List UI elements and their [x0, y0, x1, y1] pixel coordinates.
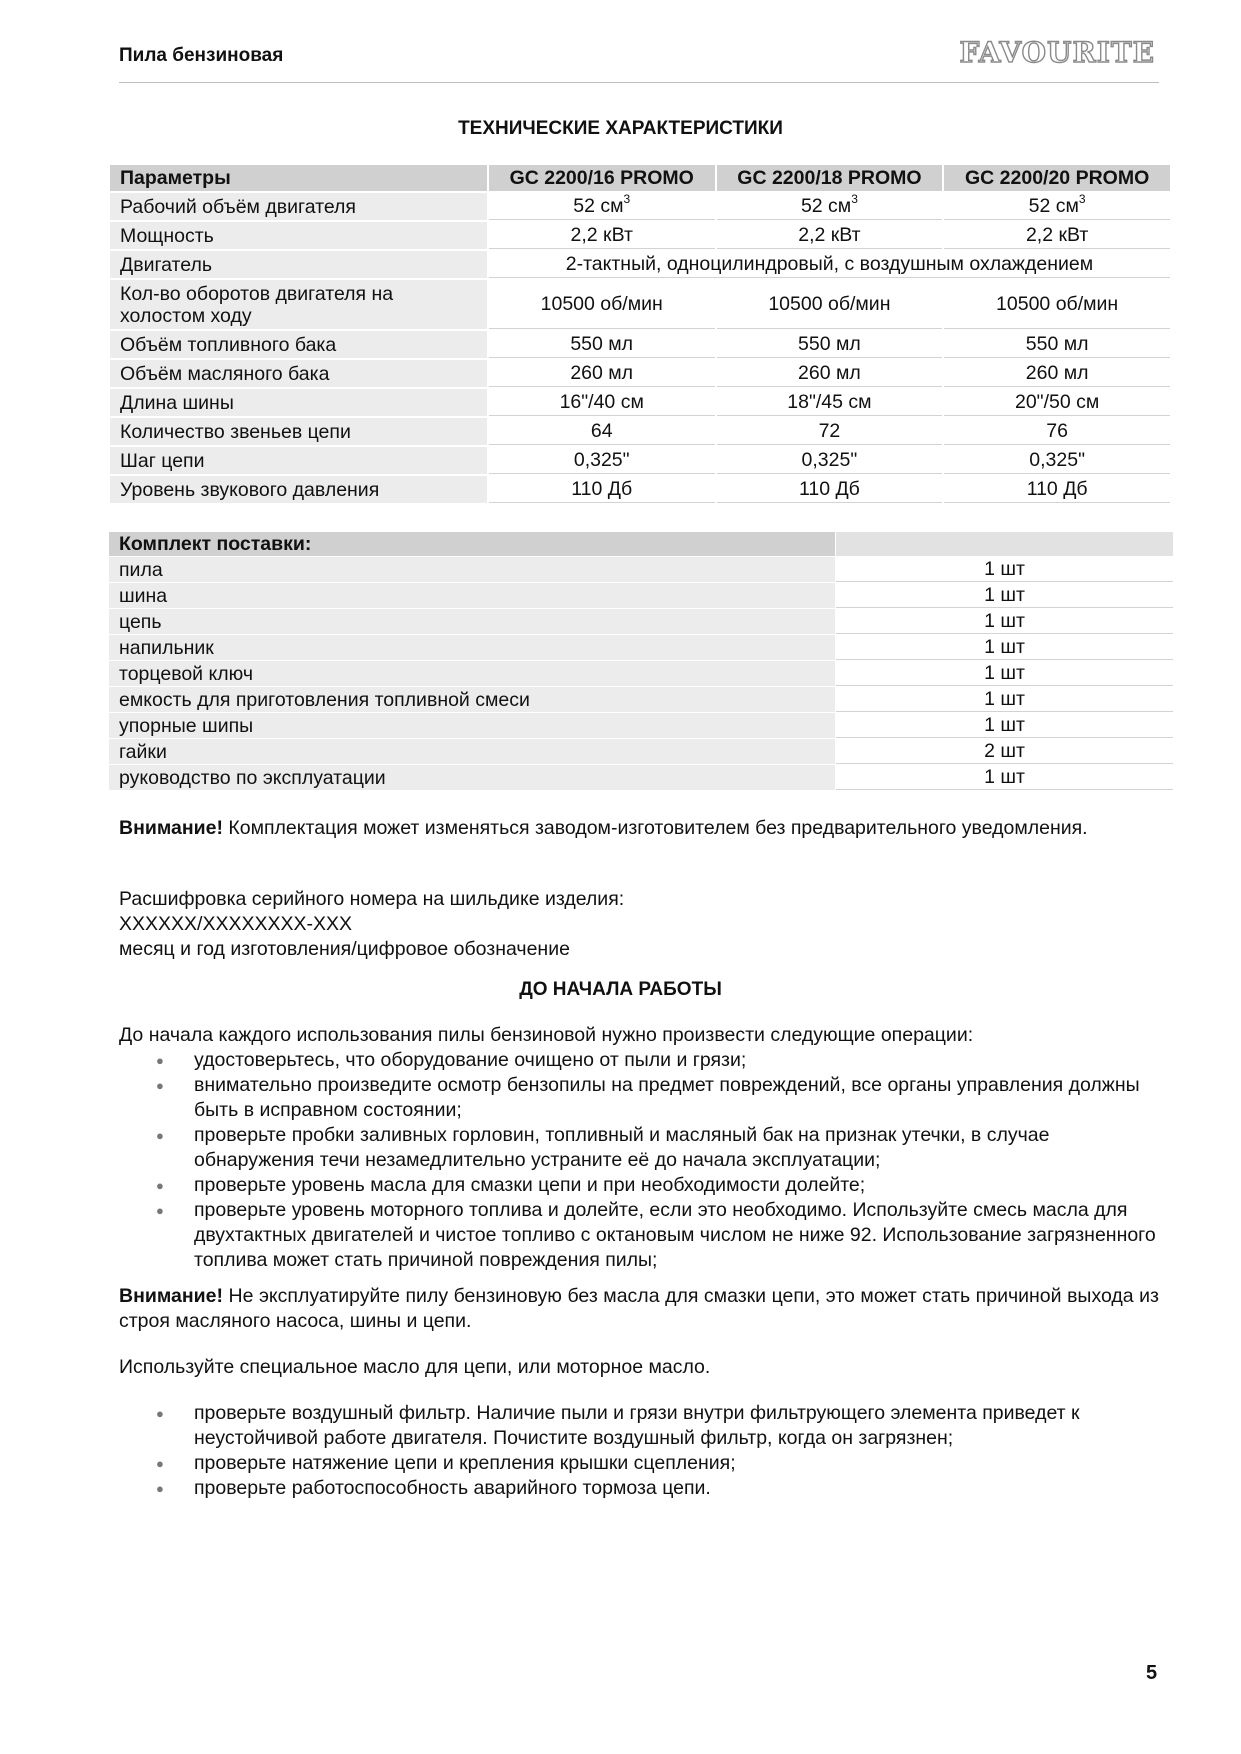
kit-item-name: руководство по эксплуатации [109, 765, 835, 790]
kit-item-qty: 1 шт [836, 687, 1173, 712]
list-item [119, 1048, 1159, 1073]
kit-item-name: пила [109, 557, 835, 582]
spec-label: Количество звеньев цепи [110, 418, 487, 445]
serial-line: месяц и год изготовления/цифровое обозначение [119, 938, 570, 960]
spec-value: 10500 об/мин [489, 280, 715, 329]
page-number: 5 [1146, 1662, 1158, 1684]
spec-label: Длина шины [110, 389, 487, 416]
kit-row [109, 661, 1173, 686]
spec-label: Кол-во оборотов двигателя на холостом ходу [110, 280, 487, 329]
notice-text: Не эксплуатируйте пилу бензиновую без масла для смазки цепи, это может стать причиной выхода из строя масляного насоса, шины и цепи. [119, 1285, 1159, 1332]
kit-item-qty: 1 шт [836, 583, 1173, 608]
kit-item-name: шина [109, 583, 835, 608]
specs-header-row [110, 165, 1170, 191]
list-item [119, 1173, 1159, 1198]
spec-value: 72 [717, 418, 943, 445]
checklist [119, 1048, 1159, 1273]
list-item [119, 1123, 1159, 1173]
kit-title: Комплект поставки: [109, 532, 835, 556]
kit-item-name: емкость для приготовления топливной смеси [109, 687, 835, 712]
spec-value-text: 52 см [1028, 195, 1079, 217]
notice-label: Внимание! [119, 817, 223, 839]
serial-decoding [119, 887, 1159, 962]
notice-text: Комплектация может изменяться заводом-изготовителем без предварительного уведомления. [222, 817, 1088, 839]
spec-value: 2,2 кВт [944, 222, 1170, 249]
kit-header-row [109, 532, 1173, 556]
spec-value: 550 мл [944, 331, 1170, 358]
kit-item-qty: 2 шт [836, 739, 1173, 764]
bullet-icon: ● [156, 1178, 164, 1193]
spec-value [944, 193, 1170, 220]
spec-label: Объём масляного бака [110, 360, 487, 387]
kit-item-name: цепь [109, 609, 835, 634]
spec-label: Объём топливного бака [110, 331, 487, 358]
spec-value: 260 мл [489, 360, 715, 387]
spec-value [717, 193, 943, 220]
checklist-2 [119, 1401, 1159, 1501]
kit-item-name: торцевой ключ [109, 661, 835, 686]
spec-label: Шаг цепи [110, 447, 487, 474]
list-item-text: проверьте натяжение цепи и крепления крышки сцепления; [194, 1452, 736, 1474]
notice-label: Внимание! [119, 1285, 223, 1307]
bullet-icon: ● [156, 1078, 164, 1093]
kit-row [109, 765, 1173, 790]
spec-unit-superscript: 3 [623, 192, 631, 206]
spec-value: 550 мл [489, 331, 715, 358]
bullet-icon: ● [156, 1406, 164, 1421]
kit-row [109, 713, 1173, 738]
list-item [119, 1073, 1159, 1123]
specs-row [110, 251, 1170, 278]
spec-label: Рабочий объём двигателя [110, 193, 487, 220]
notice-kit [119, 816, 1159, 841]
bullet-icon: ● [156, 1053, 164, 1068]
before-intro: До начала каждого использования пилы бензиновой нужно произвести следующие операции: [119, 1024, 974, 1046]
specs-row [110, 222, 1170, 249]
specs-row [110, 418, 1170, 445]
spec-value: 110 Дб [944, 476, 1170, 503]
specs-title: ТЕХНИЧЕСКИЕ ХАРАКТЕРИСТИКИ [458, 118, 783, 139]
specs-header-cell: GC 2200/16 PROMO [489, 165, 715, 191]
spec-value: 0,325" [489, 447, 715, 474]
kit-table [108, 531, 1174, 791]
spec-value: 2-тактный, одноцилиндровый, с воздушным охлаждением [489, 251, 1170, 278]
spec-value: 0,325" [717, 447, 943, 474]
spec-value: 110 Дб [489, 476, 715, 503]
brand-logo: FAVOURITE [959, 36, 1155, 69]
spec-value: 10500 об/мин [944, 280, 1170, 329]
spec-value: 64 [489, 418, 715, 445]
kit-row [109, 609, 1173, 634]
spec-value: 550 мл [717, 331, 943, 358]
spec-value: 20"/50 см [944, 389, 1170, 416]
specs-row [110, 476, 1170, 503]
kit-header-qty [836, 532, 1173, 556]
kit-row [109, 739, 1173, 764]
kit-item-qty: 1 шт [836, 765, 1173, 790]
specs-row [110, 280, 1170, 329]
page-header [119, 36, 1159, 83]
spec-unit-superscript: 3 [851, 192, 858, 206]
kit-item-name: напильник [109, 635, 835, 660]
kit-item-qty: 1 шт [836, 557, 1173, 582]
specs-row [110, 360, 1170, 387]
spec-value: 0,325" [944, 447, 1170, 474]
serial-line: Расшифровка серийного номера на шильдике изделия: [119, 888, 625, 910]
specs-row [110, 193, 1170, 220]
list-item-text: проверьте уровень моторного топлива и долейте, если это необходимо. Используйте смесь масла для двухтактных двигателей и чистое топливо с октановым числом не ниже 92. Использование загрязненного топлива может стать причиной повреждения пилы; [194, 1199, 1156, 1271]
spec-value: 260 мл [944, 360, 1170, 387]
kit-item-name: гайки [109, 739, 835, 764]
kit-row [109, 687, 1173, 712]
serial-format: XXXXXX/XXXXXXXX-XXX [119, 913, 353, 935]
spec-value [489, 193, 715, 220]
oil-advice: Используйте специальное масло для цепи, или моторное масло. [119, 1356, 711, 1378]
kit-item-qty: 1 шт [836, 661, 1173, 686]
list-item [119, 1401, 1159, 1451]
kit-row [109, 635, 1173, 660]
list-item-text: проверьте уровень масла для смазки цепи и при необходимости долейте; [194, 1174, 866, 1196]
list-item-text: внимательно произведите осмотр бензопилы на предмет повреждений, все органы управления должны быть в исправном состоянии; [194, 1074, 1140, 1121]
list-item-text: проверьте воздушный фильтр. Наличие пыли и грязи внутри фильтрующего элемента приведет к неустойчивой работе двигателя. Почистите воздушный фильтр, когда он загрязнен; [194, 1402, 1080, 1449]
list-item [119, 1451, 1159, 1476]
list-item [119, 1198, 1159, 1273]
spec-unit-superscript: 3 [1078, 192, 1086, 206]
bullet-icon: ● [156, 1128, 164, 1143]
document-title: Пила бензиновая [119, 45, 284, 66]
spec-value: 2,2 кВт [717, 222, 943, 249]
specs-header-cell: GC 2200/20 PROMO [944, 165, 1170, 191]
kit-row [109, 557, 1173, 582]
specs-header-cell: Параметры [110, 165, 487, 191]
bullet-icon: ● [156, 1203, 164, 1218]
kit-item-name: упорные шипы [109, 713, 835, 738]
specs-row [110, 389, 1170, 416]
bullet-icon: ● [156, 1481, 164, 1496]
specs-row [110, 447, 1170, 474]
spec-value-text: 52 см [573, 195, 624, 217]
list-item [119, 1476, 1159, 1501]
notice-oil [119, 1284, 1159, 1334]
spec-value: 18"/45 см [717, 389, 943, 416]
list-item-text: проверьте работоспособность аварийного тормоза цепи. [194, 1477, 711, 1499]
specs-row [110, 331, 1170, 358]
spec-value: 2,2 кВт [489, 222, 715, 249]
spec-label: Мощность [110, 222, 487, 249]
spec-value: 110 Дб [717, 476, 943, 503]
specs-header-cell: GC 2200/18 PROMO [717, 165, 943, 191]
specs-table [108, 163, 1172, 505]
bullet-icon: ● [156, 1456, 164, 1471]
list-item-text: удостоверьтесь, что оборудование очищено от пыли и грязи; [194, 1049, 747, 1071]
kit-item-qty: 1 шт [836, 635, 1173, 660]
list-item-text: проверьте пробки заливных горловин, топливный и масляный бак на признак утечки, в случае обнаружения течи незамедлительно устраните её до начала эксплуатации; [194, 1124, 1050, 1171]
spec-label: Уровень звукового давления [110, 476, 487, 503]
spec-value: 260 мл [717, 360, 943, 387]
before-work-title: ДО НАЧАЛА РАБОТЫ [519, 979, 722, 1000]
spec-label: Двигатель [110, 251, 487, 278]
kit-item-qty: 1 шт [836, 609, 1173, 634]
spec-value: 16"/40 см [489, 389, 715, 416]
spec-value: 10500 об/мин [717, 280, 943, 329]
spec-value-text: 52 см [800, 195, 852, 217]
kit-row [109, 583, 1173, 608]
spec-value: 76 [944, 418, 1170, 445]
kit-item-qty: 1 шт [836, 713, 1173, 738]
